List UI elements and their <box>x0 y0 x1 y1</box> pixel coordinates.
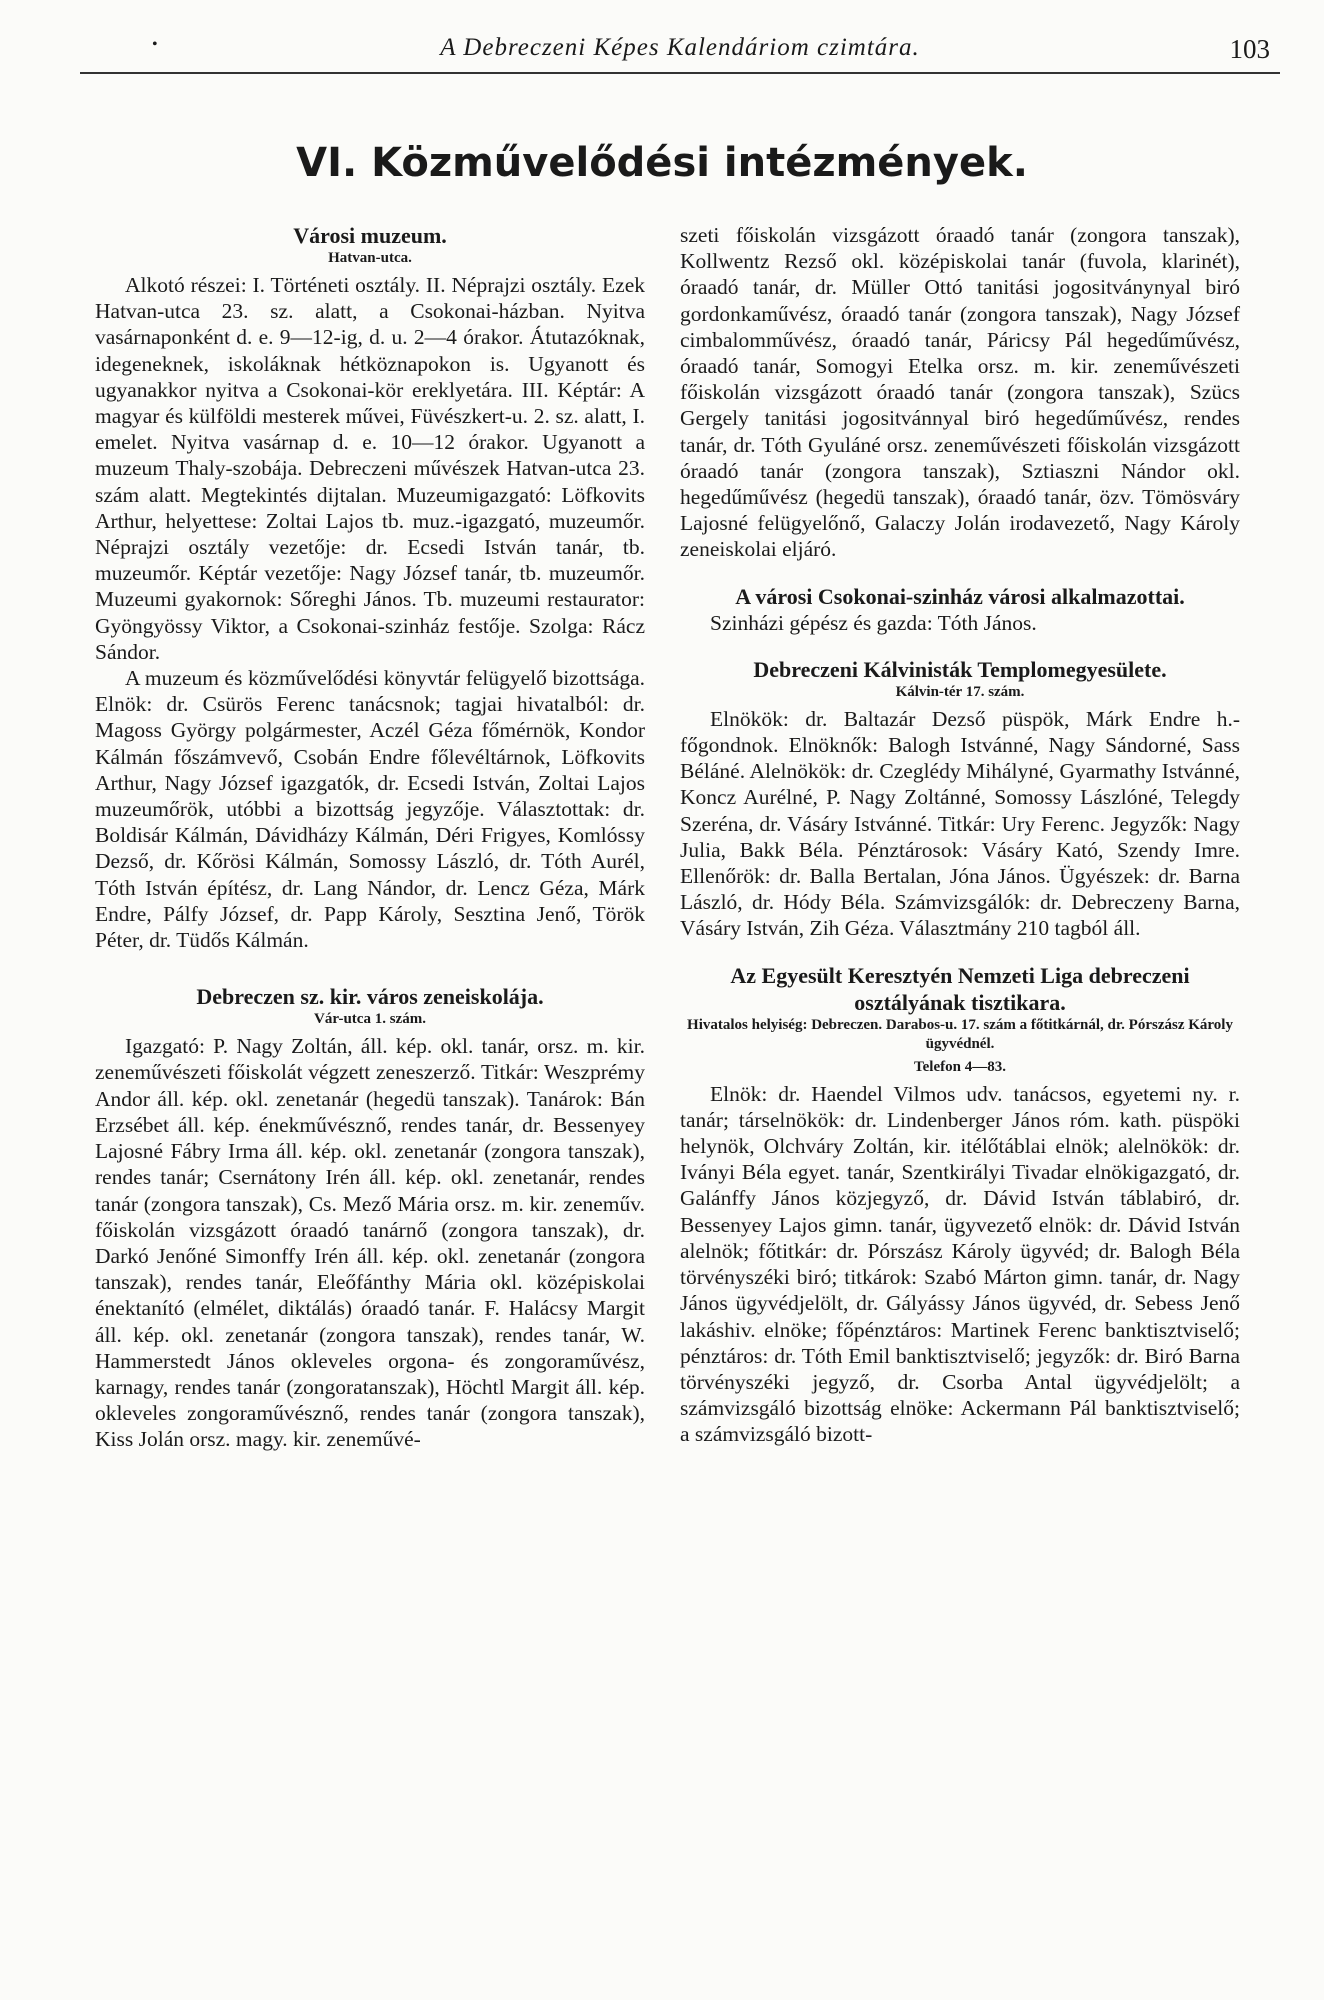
page-number: 103 <box>1229 34 1270 64</box>
league-phone: Telefon 4—83. <box>914 1058 1006 1075</box>
left-column <box>95 222 645 1453</box>
music-school-title: Debreczen sz. kir. város zeneiskolája. <box>196 984 544 1010</box>
section-title: VI. Közművelődési intézmények. <box>296 140 1028 186</box>
music-school-paragraph: Igazgató: P. Nagy Zoltán, áll. kép. okl. tanár, orsz. m. kir. zeneművészeti főiskolát végzett zeneszerző. Titkár: Weszprémy Andor áll. kép. okl. zenetanár (hegedü tanszak). Tanárok: Bán Erzsébet áll. kép. énekművésznő, rendes tanár, dr. Bessenyey Lajosné Fábry Irma áll. kép. okl. zenetanár (zongora tanszak), rendes tanár; Csernátony Irén áll. kép. okl. zenetanár, rendes tanár (zongora tanszak), Cs. Mező Mária orsz. m. kir. zeneműv. főiskolán vizsgázott óraadó tanárnő (zongora tanszak), dr. Darkó Jenőné Simonffy Irén áll. kép. okl. zenetanár (zongora tanszak), rendes tanár, Eleőfánthy Mária okl. középiskolai énektanító (elmélet, diktálás) óraadó tanár. F. Halácsy Margit áll. kép. okl. zenetanár (zongora tanszak), rendes tanár, W. Hammerstedt János okleveles orgona- és zongoraművész, karnagy, rendes tanár (zongoratanszak), Höchtl Margit áll. kép. okleveles zongoraművésznő, rendes tanár (zongora tanszak), Kiss Jolán orsz. magy. kir. zeneművé- <box>95 1034 645 1452</box>
music-school-continuation: szeti főiskolán vizsgázott óraadó tanár (zongora tanszak), Kollwentz Rezső okl. középiskolai tanár (fuvola, klarinét), óraadó tanár, dr. Müller Ottó tanitási jogositványnyal biró gordonkaművész, óraadó tanár (zongora tanszak), Nagy József cimbalomművész, óraadó tanár, Páricsy Pál hegedűművész, óraadó tanár, Somogyi Etelka orsz. m. kir. zeneművészeti főiskolán vizsgázott óraadó tanár (zongora tanszak), Szücs Gergely tanitási jogositvánnyal biró hegedűművész, rendes tanár, dr. Tóth Gyuláné orsz. zeneművészeti főiskolán vizsgázott óraadó tanár (zongora tanszak), Sztiaszni Nándor okl. hegedűművész (hegedü tanszak), óraadó tanár, özv. Tömösváry Lajosné felügyelőnő, Galaczy Jolán irodavezető, Nagy Károly zeneiskolai eljáró. <box>680 223 1240 562</box>
page-header <box>80 30 1280 74</box>
museum-paragraph-2: A muzeum és közművelődési könyvtár felügyelő bizottsága. Elnök: dr. Csürös Ferenc tanácsnok; tagjai hivatalból: dr. Magoss György polgármester, Aczél Géza főmérnök, Kondor Kálmán főszámvevő, Csobán Endre főlevéltárnok, Löfkovits Arthur, Nagy József igazgatók, dr. Ecsedi István, Zoltai Lajos muzeumőrök, utóbbi a bizottság jegyzője. Választottak: dr. Boldisár Kálmán, Dávidházy Kálmán, Déri Frigyes, Komlóssy Dezső, dr. Kőrösi Kálmán, Somossy László, dr. Tóth Aurél, Tóth István építész, dr. Lang Nándor, dr. Lencz Géza, Márk Endre, Pálfy József, dr. Papp Károly, Sesztina Jenő, Török Péter, dr. Tüdős Kálmán. <box>95 666 645 953</box>
league-subtitle: Hivatalos helyiség: Debreczen. Darabos-u. 17. szám a főtitkárnál, dr. Pórszász Károly ügyvédnél. <box>687 1016 1233 1052</box>
league-title: Az Egyesült Keresztyén Nemzeti Liga debreczeni osztályának tisztikara. <box>730 962 1190 1015</box>
music-school-subtitle: Vár-utca 1. szám. <box>314 1011 426 1028</box>
museum-subtitle: Hatvan-utca. <box>328 250 412 266</box>
running-title: A Debreczeni Képes Kalendáriom czimtára. <box>440 34 920 61</box>
museum-paragraph-1: Alkotó részei: I. Történeti osztály. II. Néprajzi osztály. Ezek Hatvan-utca 23. sz. alatt, a Csokonai-házban. Nyitva vasárnaponként d. e. 9—12-ig, d. u. 2—4 órakor. Átutazóknak, idegeneknek, iskoláknak hétköznapokon is. Ugyanott és ugyanakkor nyitva a Csokonai-kör ereklyetára. III. Képtár: A magyar és külföldi mesterek művei, Füvészkert-u. 2. sz. alatt, I. emelet. Nyitva vasárnap d. e. 10—12 órakor. Ugyanott a muzeum Thaly-szobája. Debreczeni művészek Hatvan-utca 23. szám alatt. Megtekintés dijtalan. Muzeumigazgató: Löfkovits Arthur, helyettese: Zoltai Lajos tb. muz.-igazgató, muzeumőr. Néprajzi osztály vezetője: dr. Ecsedi István tanár, tb. muzeumőr. Képtár vezetője: Nagy József tanár, tb. muzeumőr. Muzeumi gyakornok: Sőreghi János. Tb. muzeumi restaurator: Gyöngyössy Viktor, a Csokonai-szinház festője. Szolga: Rácz Sándor. <box>95 273 645 664</box>
calvinist-title: Debreczeni Kálvinisták Templomegyesülete. <box>753 656 1167 682</box>
theatre-paragraph: Szinházi gépész és gazda: Tóth János. <box>710 610 1037 635</box>
calvinist-subtitle: Kálvin-tér 17. szám. <box>895 683 1025 700</box>
bullet-mark: • <box>152 36 158 53</box>
league-paragraph: Elnök: dr. Haendel Vilmos udv. tanácsos, egyetemi ny. r. tanár; társelnökök: dr. Lindenberger János róm. kath. püspöki helynök, Olchváry Zoltán, kir. itélőtáblai elnök; alelnökök: dr. Iványi Béla egyet. tanár, Szentkirályi Tivadar elnökigazgató, dr. Galánffy János közjegyző, dr. Dávid István táblabiró, dr. Bessenyey Lajos gimn. tanár, ügyvezető elnök: dr. Dávid István alelnök; főtitkár: dr. Pórszász Károly ügyvéd; dr. Balogh Béla törvényszéki biró; titkárok: Szabó Márton gimn. tanár, dr. Nagy János ügyvédjelölt, dr. Gályássy János ügyvéd, dr. Sebess Jenő lakáshiv. elnöke; főpénztáros: Martinek Ferenc banktisztviselő; pénztáros: dr. Tóth Emil banktisztviselő; jegyzők: dr. Biró Barna törvényszéki jegyző, dr. Csorba Antal ügyvédjelölt; a számvizsgáló bizottság elnöke: Ackermann Pál banktisztviselő; a számvizsgáló bizott- <box>680 1081 1240 1447</box>
right-column <box>680 222 1240 1448</box>
calvinist-paragraph: Elnökök: dr. Baltazár Dezső püspök, Márk Endre h.-főgondnok. Elnöknők: Balogh Istvánné, Nagy Sándorné, Sass Béláné. Alelnökök: dr. Czeglédy Mihályné, Gyarmathy Istvánné, Koncz Aurélné, P. Nagy Zoltánné, Somossy Lászlóné, Telegdy Szeréna, dr. Vásáry Istvánné. Titkár: Ury Ferenc. Jegyzők: Nagy Julia, Bakk Béla. Pénztárosok: Vásáry Kató, Szendy Imre. Ellenőrök: dr. Balla Bertalan, Jóna János. Ügyészek: dr. Barna László, dr. Hódy Béla. Számvizsgálók: dr. Debreczeny Barna, Vásáry István, Zih Géza. Választmány 210 tagból áll. <box>680 706 1240 941</box>
museum-title: Városi muzeum. <box>293 223 447 248</box>
theatre-title: A városi Csokonai-szinház városi alkalmazottai. <box>735 583 1185 609</box>
